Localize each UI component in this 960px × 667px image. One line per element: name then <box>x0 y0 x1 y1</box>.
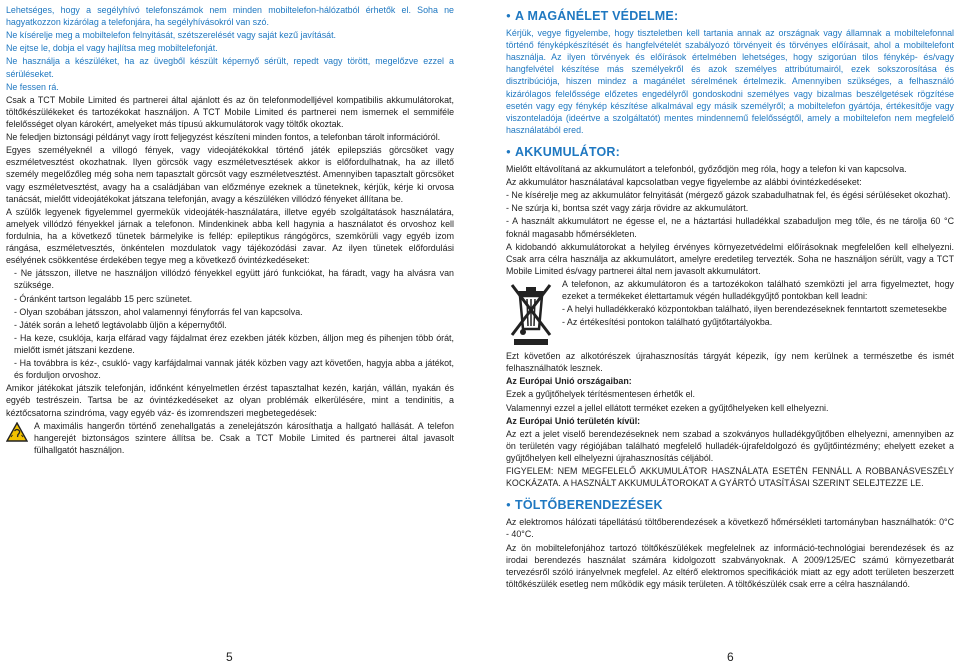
blue-paragraph: Lehetséges, hogy a segélyhívó telefonszámok nem minden mobiltelefon-hálózatból érhetők el. Soha ne hagyatkozzon kizárólag a telefonjára, ha segélyhívásokról van szó. <box>6 5 454 28</box>
disposal-block <box>506 278 954 350</box>
blue-paragraph: Ne ejtse le, dobja el vagy hajlítsa meg mobiltelefonját. <box>6 43 218 54</box>
left-column <box>6 4 454 457</box>
subheading-non-eu: Az Európai Unió területén kívül: <box>506 415 641 426</box>
page-number-right: 6 <box>727 650 734 664</box>
paragraph: A kidobandó akkumulátorokat a helyileg érvényes környezetvédelmi előírásoknak megfelelően kell elhelyezni. Csak arra célra használja az akkumulátort, amelyre eredetileg tervezték. Soha ne használjon sérült, vagy a TCT Mobile Limited és/vagy partnerei által nem javasolt akkumulátort. <box>506 241 954 276</box>
list-item: - A helyi hulladékkerakó központokban található, ilyen berendezéseknek fenntartott szemetesekbe <box>562 304 947 315</box>
paragraph: Egyes személyeknél a villogó fények, vagy videojátékokkal történő játék epilepsziás görcsöket vagy eszméletvesztést okozhatnak. Ilyen görcsök vagy eszméletvesztések akkor is előfordulhatnak, ha az illető személy megelőzőleg még soha nem tapasztalt görcsöt vagy eszméletvesztést. Amennyiben tapasztalt görcsöket vagy eszméletvesztést, avagy ha a családjában van előzménye ezeknek a tüneteknek, kérjük, kérje ki orvosa tanácsát, mielőtt videojátékokat játszana telefonján, avagy a készüléken villódzó fényeket állítana be. <box>6 145 454 204</box>
privacy-text: Kérjük, vegye figyelembe, hogy tiszteletben kell tartania annak az országnak vagy államnak a mobiltelefonnal történő fényképkészítését és hangfelvételét szabályozó törvényeit és törvényes előírásait, ahol a mobiltelefont használja. Az ilyen törvények és előírások értelmében lehetséges, hogy szigorúan tilos fénykép- és/vagy hangfelvétel készítése más személyekről és azok személyes attribútumairól, ezek sokszorosítása és disztribúciója, hiszen mindez a magánélet sérelmének értelmezik. Amennyiben szükséges, a felhasználó kizárólagos felelőssége előzetes engedélyről gondoskodni személyes vagy bizalmas beszélgetések rögzítése esetén vagy egy fénykép készítése alkalmával egy másik személyről; a mobiltelefon gyártója, értékesítője vagy viszonteladója (ideértve a szolgáltatót) mentes mindennemű felelősségtől, amely a mobiltelefon nem megfelelő használatából ered. <box>506 28 954 135</box>
disposal-text <box>562 278 954 329</box>
list-item: - Olyan szobában játsszon, ahol valamennyi fényforrás fel van kapcsolva. <box>14 306 303 317</box>
caution-text: FIGYELEM: NEM MEGFELELŐ AKKUMULÁTOR HASZNÁLATA ESETÉN FENNÁLL A ROBBANÁSVESZÉLY KOCKÁZATA. A HASZNÁLT AKKUMULÁTOROKAT A GYÁRTÓ UTASÍTÁSAI SZERINT SELEJTEZZE LE. <box>506 466 954 489</box>
list-item: - Ne szúrja ki, bontsa szét vagy zárja rövidre az akkumulátort. <box>506 203 749 214</box>
paragraph: Ezt követően az alkotórészek újrahasznosítás tárgyát képezik, így nem kerülnek a természetbe és ismét felhasználhatók lesznek. <box>506 351 954 374</box>
bullet-icon: ● <box>506 146 512 156</box>
section-heading-privacy: ● A MAGÁNÉLET VÉDELME: <box>506 9 679 23</box>
bullet-icon: ● <box>506 11 512 20</box>
paragraph: Mielőtt eltávolítaná az akkumulátort a telefonból, győződjön meg róla, hogy a telefon ki van kapcsolva. <box>506 163 907 174</box>
subheading-eu: Az Európai Unió országaiban: <box>506 376 632 387</box>
paragraph: Csak a TCT Mobile Limited és partnerei által ajánlott és az ön telefonmodelljével kompatibilis akkumulátorokat, töltőkészülékeket és tartozékokat használjon. A TCT Mobile Limited és partnerei nem ismernek el semmiféle felelősséget olyan károkért, amelyeket más típusú akkumulátorok vagy töltők okoztak. <box>6 94 454 129</box>
list-item: - Ha továbbra is kéz-, csukló- vagy karfájdalmai vannak játék közben vagy azt követően, hagyja abba a játékot, és forduljon orvoshoz. <box>14 358 454 381</box>
list-item: - Játék során a lehető legtávolabb üljön a képernyőtől. <box>14 319 227 330</box>
paragraph: Ne feledjen biztonsági példányt vagy írott feljegyzést készíteni minden fontos, a telefonban tárolt információról. <box>6 132 441 143</box>
paragraph: Az akkumulátor használatával kapcsolatban vegye figyelembe az alábbi óvintézkedéseket: <box>506 177 862 188</box>
paragraph: Valamennyi ezzel a jellel ellátott terméket ezeken a gyűjtőhelyeken kell elhelyezni. <box>506 402 829 413</box>
paragraph: Az ezt a jelet viselő berendezéseknek nem szabad a szokványos hulladékgyűjtőben elhelyezni, amennyiben az ön területén vagy régiójában található megfelelő hulladék-újrafeldolgozó és gyűjtőintézmény; ehelyett ezeket a gyűjtőhelyen kell elhelyezni újrahasznosítás céljából. <box>506 428 954 463</box>
warning-text: A maximális hangerőn történő zenehallgatás a zenelejátszón károsíthatja a hallgató hallását. A telefon hangerejét biztonságos szintere állítsa be. Csak a TCT Mobile Limited és partnerei által javasolt fülhallgatót használjon. <box>34 420 454 455</box>
list-item: - Az értékesítési pontokon található gyűjtőtartályokba. <box>562 317 773 328</box>
paragraph: Ezek a gyűjtőhelyek térítésmentesen érhetők el. <box>506 389 695 400</box>
blue-paragraph: Ne kísérelje meg a mobiltelefon felnyitását, szétszerelését vagy saját kezű javítását. <box>6 30 337 41</box>
list-item: - Ne játsszon, illetve ne használjon villódzó fényekkel együtt járó funkciókat, ha fáradt, vagy ha alvásra van szüksége. <box>14 268 454 291</box>
blue-paragraph: Ne fessen rá. <box>6 81 59 92</box>
right-column <box>506 4 954 591</box>
paragraph: Az ön mobiltelefonjához tartozó töltőkészülékek megfelelnek az információ-technológiai berendezések és az irodai berendezés használat számára kidolgozott szabványoknak. A 2009/125/EC számú környezetbarát tervezésről szóló irányelvnek megfelel. Az eltérő elektromos specifikációk miatt az egy adott területen beszerzett töltőkészülék esetleg nem működik egy másik területen. A töltőkészülék csak erre a célra használandó. <box>506 542 954 589</box>
section-heading-chargers: ● TÖLTŐBERENDEZÉSEK <box>506 498 663 513</box>
page-number-left: 5 <box>226 650 233 664</box>
paragraph: A telefonon, az akkumulátoron és a tartozékokon található szemközti jel arra figyelmeztet, hogy ezeket a termékeket élettartamuk végén hulladékgyűjtő pontokban kell leadni: <box>562 278 954 302</box>
list-item: - A használt akkumulátort ne égesse el, ne a háztartási hulladékkal szabaduljon meg tőle, és ne tárolja 60 °C foknál magasabb hőmérsékleten. <box>506 216 954 239</box>
paragraph: Amikor játékokat játszik telefonján, időnként kényelmetlen érzést tapasztalhat kezén, karján, vállán, nyakán és egyéb testrészein. Tartsa be az óvintézkedéseket az olyan problémák elkerülésére, mint a tendinitis, a kéztőcsatorna szindróma, vagy egyéb váz- és izomrendszeri megbetegedések: <box>6 383 454 418</box>
bullet-icon: ● <box>506 500 512 510</box>
section-heading-battery: ● AKKUMULÁTOR: <box>506 144 620 159</box>
hearing-warning <box>6 420 454 457</box>
paragraph: Az elektromos hálózati tápellátású töltőberendezések a következő hőmérsékleti tartományban használhatók: 0°C - 40°C. <box>506 517 954 540</box>
hearing-warning-icon <box>6 422 28 445</box>
blue-paragraph: Ne használja a készüléket, ha az üvegből készült képernyő sérült, repedt vagy törött, megelőzve ezzel a sérüléseket. <box>6 56 454 79</box>
paragraph: A szülők legyenek figyelemmel gyermekük videojáték-használatára, illetve egyéb szolgáltatások használatára, amelyek villódzó fényekkel járnak a telefonon. Mindenkinek abba kell hagynia a használatot és orvoshoz kell fordulnia, ha a következő tünetek bármelyike is fellép: epileptikus rángógörcs, szemkörüli vagy egyéb izom rángása, eszméletvesztés, önkéntelen mozdulatok vagy tájékozódási zavar. Az ilyen tünetek előfordulási esélyének csökkentése érdekében tegye meg a következő óvintézkedéseket: <box>6 206 454 266</box>
list-item: - Ne kísérelje meg az akkumulátor felnyitását (mérgező gázok szabadulhatnak fel, és égési sérüléseket okozhat). <box>506 190 951 201</box>
list-item: - Óránként tartson legalább 15 perc szünetet. <box>14 293 193 304</box>
list-item: - Ha keze, csuklója, karja elfárad vagy fájdalmat érez ezekben játék közben, álljon meg és pihenjen több órát, mielőtt ismét játszani kezdene. <box>14 332 454 355</box>
crossed-out-bin-icon <box>506 281 556 350</box>
